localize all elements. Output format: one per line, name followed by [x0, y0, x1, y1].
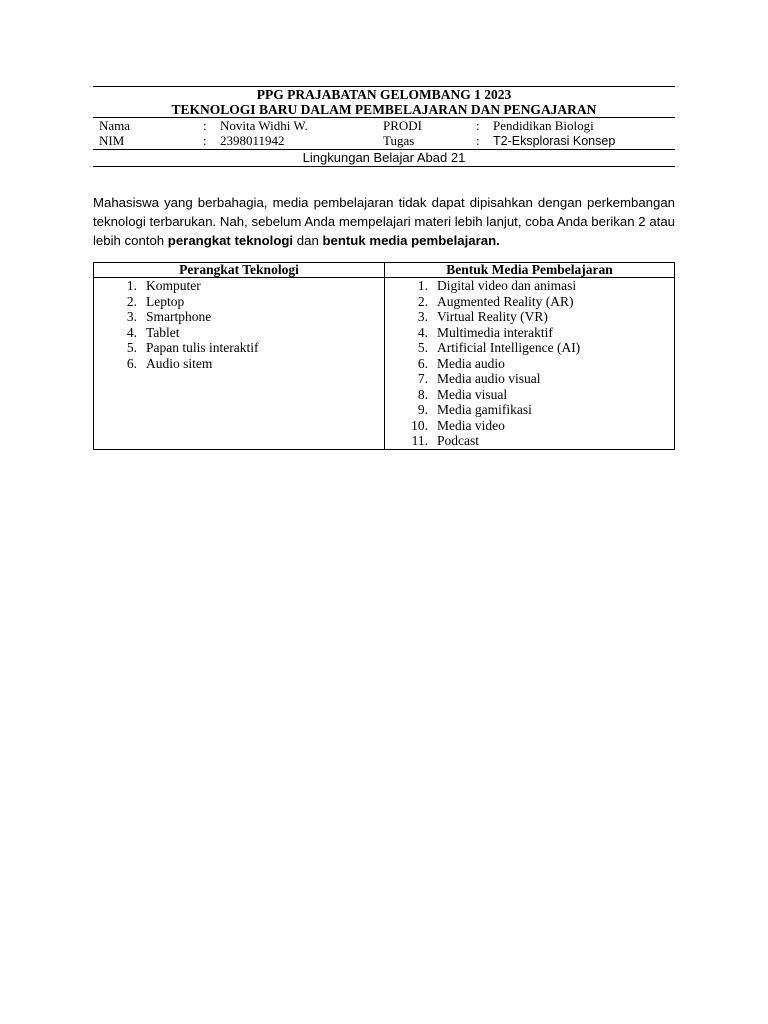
prodi-colon: :	[476, 118, 480, 133]
list-item-text: Smartphone	[146, 309, 212, 324]
list-item-text: Media audio visual	[437, 371, 541, 386]
list-item-number: 5.	[126, 340, 137, 355]
paragraph-text-2: dan	[293, 233, 323, 248]
list-item-number: 11.	[411, 433, 428, 448]
list-item-number: 8.	[417, 386, 428, 402]
list-item-text: Podcast	[437, 433, 479, 448]
list-item-text: Audio sitem	[146, 355, 213, 371]
list-item	[385, 356, 674, 372]
nim-colon: :	[203, 133, 207, 148]
list-item-text: Virtual Reality (VR)	[437, 309, 548, 324]
nama-label: Nama	[99, 118, 131, 133]
nim-label: NIM	[99, 133, 125, 148]
list-item-number: 6.	[417, 355, 428, 371]
nama-colon: :	[203, 118, 207, 133]
list-item-number: 2.	[126, 293, 137, 309]
table-row	[94, 278, 675, 450]
list-item-number: 4.	[126, 324, 137, 340]
list-item-number: 4.	[417, 324, 428, 340]
col1-cell	[94, 278, 385, 450]
list-item-text: Komputer	[146, 278, 201, 293]
col2-cell	[385, 278, 675, 450]
list-item	[385, 387, 674, 403]
list-item-text: Multimedia interaktif	[437, 324, 553, 340]
document-title-line2: TEKNOLOGI BARU DALAM PEMBELAJARAN DAN PENGAJARAN	[171, 102, 597, 117]
list-item-text: Media audio	[437, 355, 505, 371]
list-item	[94, 309, 384, 325]
paragraph-text-1: Mahasiswa yang berbahagia, media pembelajaran tidak dapat dipisahkan dengan perkembangan teknologi terbarukan. Nah, sebelum Anda mempelajari materi lebih lanjut, coba Anda berikan 2 atau lebih contoh	[93, 195, 675, 248]
list-item-number: 7.	[417, 371, 428, 386]
nim-value: 2398011942	[220, 133, 285, 148]
list-item-text: Media visual	[437, 386, 508, 402]
list-item	[385, 294, 674, 310]
list-item	[385, 309, 674, 325]
examples-table	[93, 262, 675, 450]
list-item	[385, 418, 674, 434]
paragraph-bold-1: perangkat teknologi	[167, 233, 294, 248]
tugas-colon: :	[476, 133, 480, 148]
list-item-text: Media gamifikasi	[437, 402, 532, 417]
list-item-number: 5.	[417, 340, 428, 355]
list-item	[385, 402, 674, 418]
list-item-text: Leptop	[146, 293, 185, 309]
tugas-label: Tugas	[383, 133, 415, 148]
list-item	[94, 278, 384, 294]
list-item-number: 6.	[126, 355, 137, 371]
list-item	[385, 340, 674, 356]
list-item-number: 10.	[411, 417, 428, 433]
document-page	[93, 86, 675, 450]
document-title-line1: PPG PRAJABATAN GELOMBANG 1 2023	[256, 87, 512, 102]
list-item-text: Media video	[437, 417, 505, 433]
list-item	[94, 340, 384, 356]
list-item	[385, 325, 674, 341]
list-item-number: 9.	[417, 402, 428, 417]
list-item-number: 3.	[126, 309, 137, 324]
list-item-text: Artificial Intelligence (AI)	[437, 340, 581, 355]
list-item-number: 3.	[417, 309, 428, 324]
col1-header: Perangkat Teknologi	[94, 263, 385, 278]
paragraph-bold-2: bentuk media pembelajaran.	[322, 233, 500, 248]
media-list	[385, 278, 674, 449]
list-item-text: Tablet	[146, 324, 180, 340]
list-item	[385, 278, 674, 294]
prodi-value: Pendidikan Biologi	[493, 118, 594, 133]
tugas-value: T2-Eksplorasi Konsep	[493, 134, 616, 148]
col2-header: Bentuk Media Pembelajaran	[385, 263, 675, 278]
student-info-block	[93, 118, 675, 149]
list-item-number: 2.	[417, 293, 428, 309]
list-item	[94, 356, 384, 372]
instruction-paragraph	[93, 193, 675, 250]
table-header-row	[94, 263, 675, 278]
perangkat-list	[94, 278, 384, 371]
list-item-text: Digital video dan animasi	[437, 278, 577, 293]
list-item	[94, 294, 384, 310]
list-item-text: Augmented Reality (AR)	[437, 293, 574, 309]
list-item	[385, 371, 674, 387]
section-rule	[93, 166, 675, 167]
list-item-number: 1.	[126, 278, 137, 293]
list-item-number: 1.	[417, 278, 428, 293]
list-item	[94, 325, 384, 341]
prodi-label: PRODI	[383, 118, 423, 133]
list-item	[385, 433, 674, 449]
section-title: Lingkungan Belajar Abad 21	[302, 150, 466, 165]
list-item-text: Papan tulis interaktif	[146, 340, 259, 355]
nama-value: Novita Widhi W.	[220, 118, 308, 133]
